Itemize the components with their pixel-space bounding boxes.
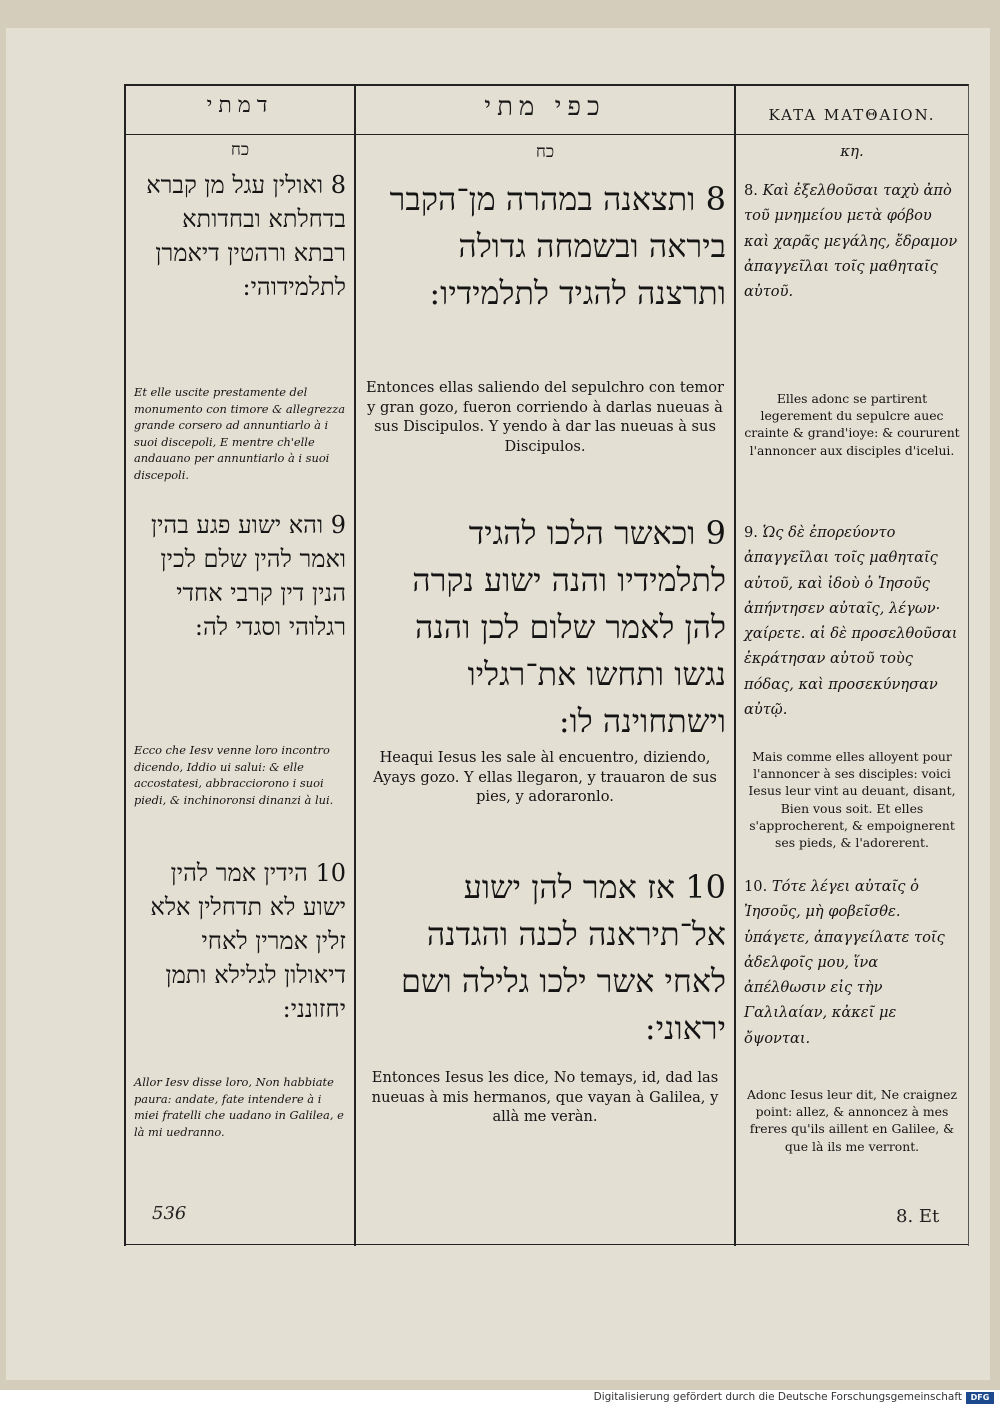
right-verse-8-greek — [744, 178, 960, 304]
right-verse-10-text: Τότε λέγει αὐταῖς ὁ Ἰησοῦς, μὴ φοβεῖσθε. ὑπάγετε, ἀπαγγείλατε τοῖς ἀδελφοῖς μου, ἵνα ἀπέλθωσιν εἰς τὴν Γαλιλαίαν, κἀκεῖ με ὄψονται. — [744, 878, 945, 1047]
middle-verse-10: 10 אז אמר להן ישוע אל־תיראנה לכנה והגדנה לאחי אשר ילכו גלילה ושם יראוני: — [400, 868, 726, 1047]
right-verse-8-text: Καὶ ἐξελθοῦσαι ταχὺ ἀπὸ τοῦ μνημείου μετὰ φόβου καὶ χαρᾶς μεγάλης, ἔδραμον ἀπαγγεῖλαι τοῖς μαθηταῖς αὐτοῦ. — [744, 182, 958, 301]
left-header-rule — [126, 134, 354, 135]
right-verse-8-number: 8. — [744, 182, 758, 199]
text-frame — [124, 84, 969, 1246]
left-header: דמתי — [206, 93, 274, 118]
left-verse-9-italian: Ecco che Iesv venne loro incontro dicendo, Iddio ui salui: & elle accostatesi, abbracciorono i suoi piedi, & inchinoronsi dinanzi à lui. — [134, 743, 334, 807]
right-verse-9-french: Mais comme elles alloyent pour l'annoncer à ses disciples: voici Iesus leur vint au deuant, disant, Bien vous soit. Et elles s'approcherent, & empoignerent ses pieds, & l'adorerent. — [748, 749, 956, 851]
left-verse-9: 9 והא ישוע פגע בהין ואמר להין שלם לכין הנין דין קרבי אחדי רגלוהי וסגדי לה: — [150, 511, 346, 641]
right-header-rule — [736, 134, 968, 135]
right-header: KATA MATΘAION. — [768, 106, 936, 124]
right-verse-10-number: 10. — [744, 878, 768, 895]
dfg-credit-text: Digitalisierung gefördert durch die Deutsche Forschungsgemeinschaft — [593, 1391, 962, 1403]
middle-column — [356, 86, 736, 1246]
left-chapter-number: כח — [230, 140, 250, 160]
middle-chapter-number: כח — [535, 142, 555, 162]
left-verse-8: 8 ואולין עגל מן קברא בדחלתא ובחדותא רבתא ורהטין דיאמרן לתלמידוהי: — [146, 171, 346, 301]
left-column — [126, 86, 356, 1246]
middle-verse-9-spanish: Heaqui Iesus les sale àl encuentro, diziendo, Ayays gozo. Y ellas llegaron, y trauaron de sus pies, y adoraronlo. — [373, 749, 717, 806]
dfg-logo: DFG — [966, 1392, 994, 1404]
middle-verse-9: 9 וכאשר הלכו להגיד לתלמידיו והנה ישוע נקרה להן לאמר שלום לכן והנה נגשו ותחשו את־רגליו וישתחוינה לו: — [412, 514, 726, 740]
right-verse-9-greek — [744, 520, 960, 722]
middle-verse-10-spanish: Entonces Iesus les dice, No temays, id, dad las nueuas à mis hermanos, que vayan à Galilea, y allà me veràn. — [371, 1069, 719, 1126]
middle-header-rule — [356, 134, 734, 135]
right-verse-10-french: Adonc Iesus leur dit, Ne craignez point: allez, & annoncez à mes freres qu'ils aillent en Galilee, & que là ils me verront. — [746, 1087, 958, 1154]
right-chapter-number: κη. — [840, 142, 864, 160]
catchword: 8. Et — [896, 1206, 940, 1227]
right-verse-9-text: Ὡς δὲ ἐπορεύοντο ἀπαγγεῖλαι τοῖς μαθηταῖς αὐτοῦ, καὶ ἰδοὺ ὁ Ἰησοῦς ἀπήντησεν αὐταῖς, λέγων· χαίρετε. αἱ δὲ προσελθοῦσαι ἐκράτησαν αὐτοῦ τοὺς πόδας, καὶ προσεκύνησαν αὐτῷ. — [744, 524, 958, 719]
left-verse-8-italian: Et elle uscite prestamente del monumento con timore & allegrezza grande corsero ad annuntiarlo à i suoi discepoli, E mentre ch'elle andauano per annuntiarlo à i suoi discepoli. — [134, 385, 345, 482]
left-verse-10-italian: Allor Iesv disse loro, Non habbiate paura: andate, fate intendere à i miei fratelli che uadano in Galilea, e là mi uedranno. — [134, 1075, 344, 1139]
left-verse-10: 10 הידין אמר להין ישוע לא תדחלין אלא זלין אמרין לאחי דיאולון לגלילא ותמן יחזונני: — [150, 859, 346, 1023]
right-verse-9-number: 9. — [744, 524, 758, 541]
right-verse-10-greek — [744, 874, 960, 1051]
middle-verse-8: 8 ותצאנה במהרה מן־הקבר ביראה ובשמחה גדולה ותרצנה להגיד לתלמידיו: — [389, 180, 726, 312]
right-column — [736, 86, 968, 1246]
bottom-rule — [124, 1244, 968, 1245]
page-number: 536 — [152, 1203, 187, 1224]
right-verse-8-french: Elles adonc se partirent legerement du sepulcre auec crainte & grand'ioye: & coururent l'annoncer aux disciples d'icelui. — [744, 391, 960, 458]
middle-verse-8-spanish: Entonces ellas saliendo del sepulchro con temor y gran gozo, fueron corriendo à darlas nueuas à sus Discipulos. Y yendo à dar las nueuas à sus Discipulos. — [365, 379, 725, 455]
middle-header: כפי מתי — [484, 92, 606, 122]
